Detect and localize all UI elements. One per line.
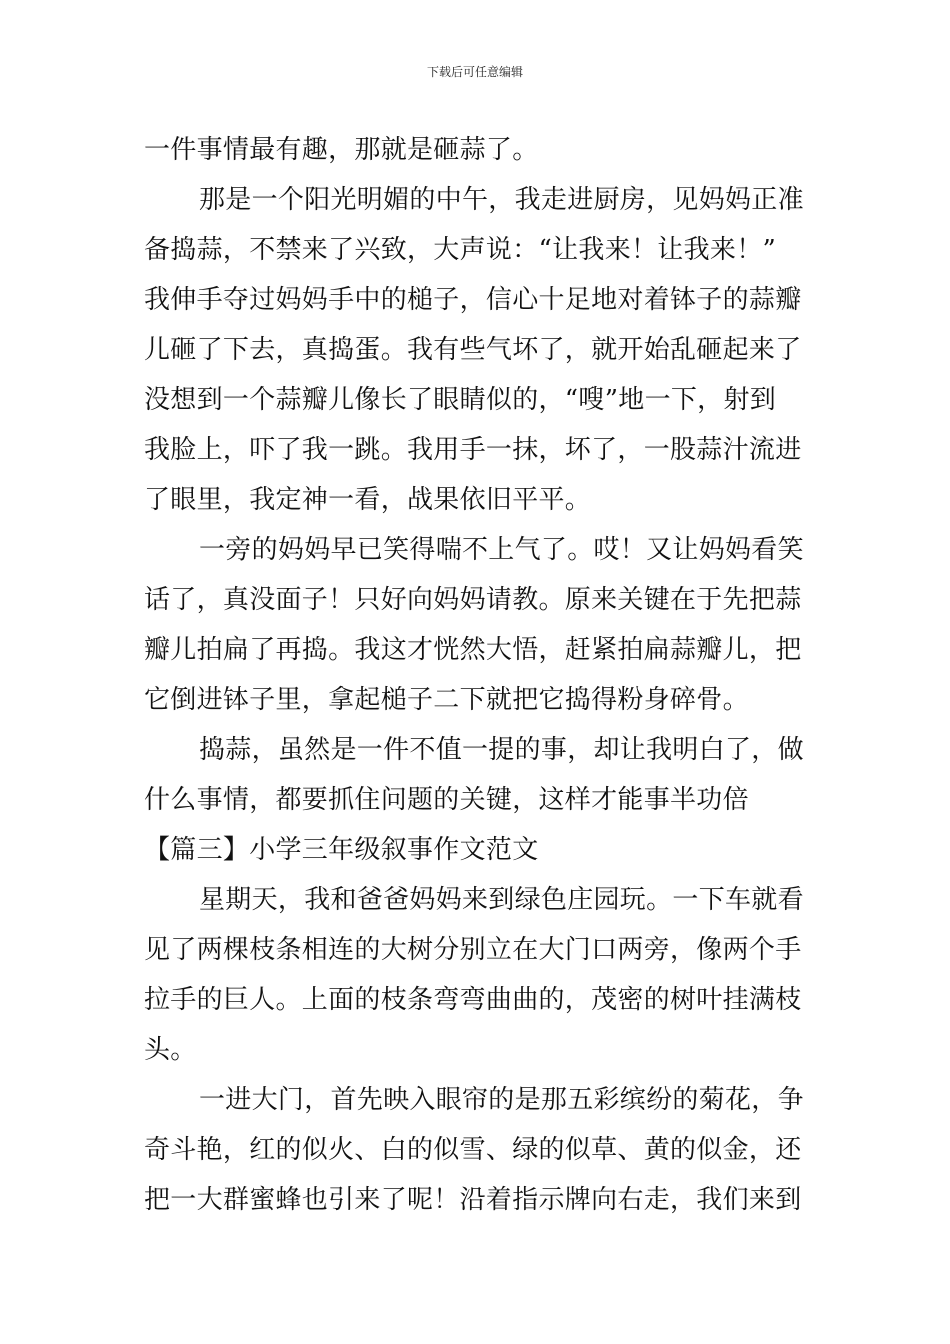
text-line: 奇斗艳，红的似火、白的似雪、绿的似草、黄的似金，还: [144, 1135, 802, 1165]
text-line: 把一大群蜜蜂也引来了呢！沿着指示牌向右走，我们来到: [144, 1185, 802, 1215]
text-line: 儿砸了下去，真捣蛋。我有些气坏了，就开始乱砸起来了: [144, 335, 802, 365]
text-line: 那是一个阳光明媚的中午，我走进厨房，见妈妈正准: [199, 185, 804, 215]
text-line: 我脸上，吓了我一跳。我用手一抹，坏了，一股蒜汁流进: [144, 435, 802, 465]
text-line: 一件事情最有趣，那就是砸蒜了。: [144, 135, 539, 165]
text-line: 拉手的巨人。上面的枝条弯弯曲曲的，茂密的树叶挂满枝: [144, 985, 802, 1015]
text-line: 它倒进钵子里，拿起槌子二下就把它捣得粉身碎骨。: [144, 685, 749, 715]
text-line: 什么事情，都要抓住问题的关键，这样才能事半功倍: [144, 785, 749, 815]
text-line: 捣蒜，虽然是一件不值一提的事，却让我明白了，做: [199, 735, 804, 765]
page-header: 下载后可任意编辑: [426, 65, 523, 79]
text-line: 备捣蒜，不禁来了兴致，大声说：“让我来！让我来！”: [144, 235, 777, 265]
text-line: 一进大门，首先映入眼帘的是那五彩缤纷的菊花，争: [199, 1085, 804, 1115]
text-line: 一旁的妈妈早已笑得喘不上气了。哎！又让妈妈看笑: [199, 535, 804, 565]
document-body: [144, 125, 814, 1225]
text-line: 星期天，我和爸爸妈妈来到绿色庄园玩。一下车就看: [199, 885, 804, 915]
text-line: 头。: [144, 1035, 197, 1065]
section-heading: 【篇三】小学三年级叙事作文范文: [144, 835, 539, 865]
text-line: 我伸手夺过妈妈手中的槌子，信心十足地对着钵子的蒜瓣: [144, 285, 802, 315]
text-line: 没想到一个蒜瓣儿像长了眼睛似的，“嗖”地一下，射到: [144, 385, 777, 415]
text-line: 见了两棵枝条相连的大树分别立在大门口两旁，像两个手: [144, 935, 802, 965]
text-line: 话了，真没面子！只好向妈妈请教。原来关键在于先把蒜: [144, 585, 802, 615]
text-line: 了眼里，我定神一看，战果依旧平平。: [144, 485, 592, 515]
text-line: 瓣儿拍扁了再捣。我这才恍然大悟，赶紧拍扁蒜瓣儿，把: [144, 635, 802, 665]
